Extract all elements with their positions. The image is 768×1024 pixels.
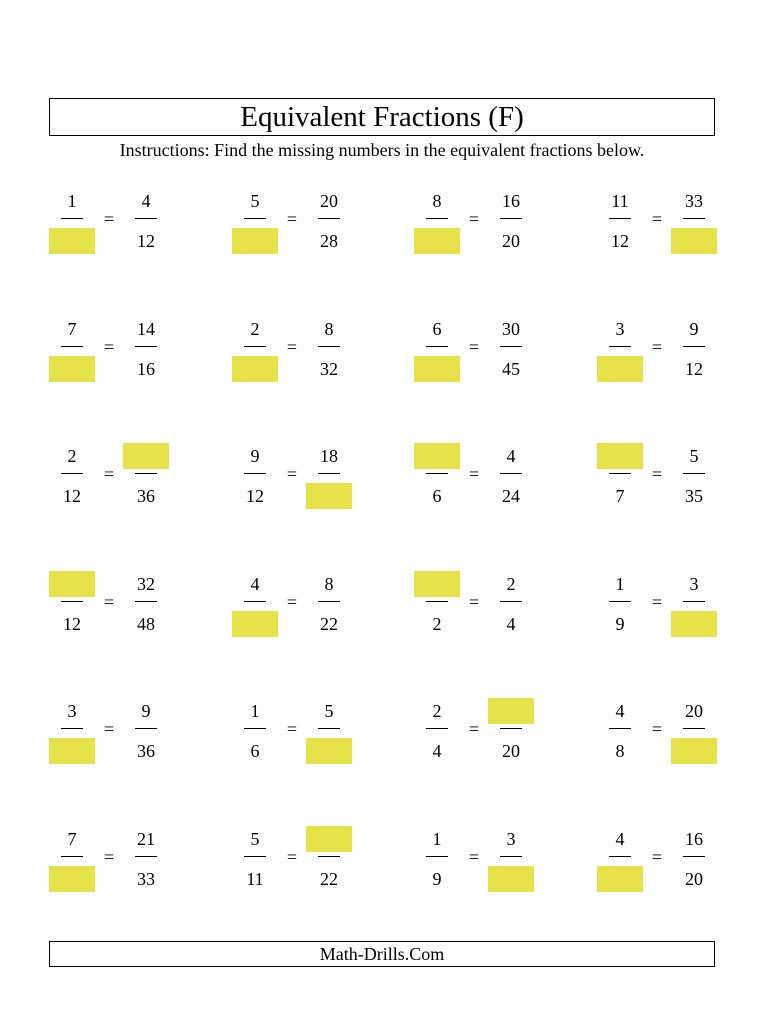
fraction-bar — [426, 346, 448, 347]
numerator: 2 — [250, 319, 260, 339]
denominator: 12 — [63, 486, 81, 506]
right-fraction — [488, 820, 534, 900]
fraction-problem — [414, 820, 584, 900]
numerator: 4 — [506, 446, 516, 466]
numerator: 9 — [141, 701, 151, 721]
right-fraction — [671, 182, 717, 262]
numerator: 1 — [67, 191, 77, 211]
right-fraction — [671, 820, 717, 900]
answer-blank[interactable] — [49, 356, 95, 382]
fraction-bar — [135, 601, 157, 602]
left-fraction — [597, 310, 643, 390]
fraction-problem — [49, 437, 219, 517]
right-fraction — [488, 182, 534, 262]
fraction-problem — [232, 565, 402, 645]
left-fraction — [414, 310, 460, 390]
denominator: 24 — [502, 486, 520, 506]
denominator: 48 — [137, 614, 155, 634]
denominator: 4 — [506, 614, 516, 634]
equals-sign: = — [103, 719, 115, 739]
numerator: 21 — [137, 829, 155, 849]
right-fraction — [488, 437, 534, 517]
denominator: 16 — [137, 359, 155, 379]
denominator: 12 — [685, 359, 703, 379]
numerator: 9 — [689, 319, 699, 339]
numerator: 4 — [250, 574, 260, 594]
denominator: 7 — [615, 486, 625, 506]
right-fraction — [671, 565, 717, 645]
answer-blank[interactable] — [671, 738, 717, 764]
equals-sign: = — [651, 337, 663, 357]
equals-sign: = — [286, 337, 298, 357]
fraction-problem — [597, 565, 767, 645]
denominator: 6 — [432, 486, 442, 506]
right-fraction — [123, 310, 169, 390]
fraction-problem — [597, 820, 767, 900]
answer-blank[interactable] — [123, 443, 169, 469]
equals-sign: = — [651, 209, 663, 229]
equals-sign: = — [286, 847, 298, 867]
denominator: 2 — [432, 614, 442, 634]
right-fraction — [488, 692, 534, 772]
fraction-problem — [232, 182, 402, 262]
fraction-bar — [683, 473, 705, 474]
equals-sign: = — [103, 464, 115, 484]
worksheet-title: Equivalent Fractions (F) — [49, 98, 715, 136]
numerator: 2 — [506, 574, 516, 594]
answer-blank[interactable] — [414, 228, 460, 254]
equals-sign: = — [468, 337, 480, 357]
fraction-bar — [426, 856, 448, 857]
fraction-bar — [609, 473, 631, 474]
fraction-bar — [244, 473, 266, 474]
fraction-problem — [232, 437, 402, 517]
numerator: 16 — [685, 829, 703, 849]
fraction-bar — [318, 728, 340, 729]
denominator: 36 — [137, 486, 155, 506]
answer-blank[interactable] — [306, 483, 352, 509]
fraction-bar — [244, 218, 266, 219]
denominator: 35 — [685, 486, 703, 506]
left-fraction — [232, 437, 278, 517]
answer-blank[interactable] — [49, 866, 95, 892]
equals-sign: = — [651, 719, 663, 739]
fraction-problem — [232, 820, 402, 900]
fraction-bar — [135, 856, 157, 857]
right-fraction — [488, 310, 534, 390]
numerator: 5 — [250, 829, 260, 849]
equals-sign: = — [103, 209, 115, 229]
right-fraction — [123, 692, 169, 772]
numerator: 16 — [502, 191, 520, 211]
numerator: 14 — [137, 319, 155, 339]
right-fraction — [671, 310, 717, 390]
numerator: 3 — [689, 574, 699, 594]
fraction-bar — [683, 218, 705, 219]
answer-blank[interactable] — [671, 228, 717, 254]
fraction-bar — [244, 728, 266, 729]
fraction-bar — [683, 346, 705, 347]
fraction-bar — [318, 346, 340, 347]
right-fraction — [123, 820, 169, 900]
denominator: 45 — [502, 359, 520, 379]
denominator: 20 — [685, 869, 703, 889]
fraction-bar — [609, 346, 631, 347]
answer-blank[interactable] — [414, 356, 460, 382]
answer-blank[interactable] — [49, 738, 95, 764]
left-fraction — [232, 820, 278, 900]
fraction-bar — [61, 473, 83, 474]
denominator: 9 — [615, 614, 625, 634]
numerator: 1 — [615, 574, 625, 594]
numerator: 18 — [320, 446, 338, 466]
right-fraction — [671, 437, 717, 517]
left-fraction — [49, 437, 95, 517]
denominator: 12 — [611, 231, 629, 251]
fraction-bar — [61, 856, 83, 857]
left-fraction — [597, 565, 643, 645]
fraction-bar — [609, 218, 631, 219]
left-fraction — [414, 565, 460, 645]
fraction-bar — [61, 218, 83, 219]
fraction-bar — [61, 728, 83, 729]
answer-blank[interactable] — [597, 443, 643, 469]
fraction-bar — [426, 218, 448, 219]
numerator: 2 — [432, 701, 442, 721]
fraction-bar — [500, 728, 522, 729]
numerator: 5 — [324, 701, 334, 721]
numerator: 8 — [324, 319, 334, 339]
right-fraction — [306, 820, 352, 900]
right-fraction — [306, 692, 352, 772]
numerator: 6 — [432, 319, 442, 339]
left-fraction — [414, 437, 460, 517]
left-fraction — [49, 565, 95, 645]
instructions-text: Instructions: Find the missing numbers in the equivalent fractions below. — [119, 140, 645, 160]
answer-blank[interactable] — [49, 228, 95, 254]
denominator: 20 — [502, 741, 520, 761]
left-fraction — [49, 692, 95, 772]
equals-sign: = — [651, 592, 663, 612]
equals-sign: = — [286, 464, 298, 484]
fraction-bar — [500, 346, 522, 347]
answer-blank[interactable] — [414, 571, 460, 597]
fraction-problem — [49, 692, 219, 772]
left-fraction — [232, 310, 278, 390]
answer-blank[interactable] — [488, 698, 534, 724]
fraction-problem — [414, 565, 584, 645]
fraction-bar — [135, 728, 157, 729]
left-fraction — [414, 820, 460, 900]
fraction-problem — [414, 692, 584, 772]
equals-sign: = — [286, 209, 298, 229]
right-fraction — [306, 182, 352, 262]
equals-sign: = — [651, 847, 663, 867]
fraction-bar — [135, 346, 157, 347]
denominator: 9 — [432, 869, 442, 889]
answer-blank[interactable] — [232, 611, 278, 637]
equals-sign: = — [103, 592, 115, 612]
left-fraction — [232, 692, 278, 772]
right-fraction — [123, 565, 169, 645]
fraction-bar — [318, 856, 340, 857]
numerator: 2 — [67, 446, 77, 466]
fraction-bar — [135, 218, 157, 219]
equals-sign: = — [286, 719, 298, 739]
fraction-problem — [414, 182, 584, 262]
equals-sign: = — [468, 719, 480, 739]
fraction-bar — [426, 728, 448, 729]
fraction-bar — [244, 346, 266, 347]
left-fraction — [232, 565, 278, 645]
numerator: 4 — [615, 829, 625, 849]
fraction-bar — [318, 601, 340, 602]
numerator: 1 — [250, 701, 260, 721]
fraction-bar — [683, 601, 705, 602]
denominator: 20 — [502, 231, 520, 251]
numerator: 7 — [67, 829, 77, 849]
fraction-problem — [49, 310, 219, 390]
fraction-bar — [609, 728, 631, 729]
numerator: 8 — [324, 574, 334, 594]
fraction-problem — [49, 565, 219, 645]
numerator: 3 — [615, 319, 625, 339]
answer-blank[interactable] — [597, 356, 643, 382]
fraction-bar — [61, 601, 83, 602]
left-fraction — [232, 182, 278, 262]
numerator: 3 — [506, 829, 516, 849]
right-fraction — [488, 565, 534, 645]
answer-blank[interactable] — [671, 611, 717, 637]
footer-credit: Math-Drills.Com — [49, 941, 715, 967]
right-fraction — [123, 437, 169, 517]
right-fraction — [123, 182, 169, 262]
fraction-bar — [61, 346, 83, 347]
fraction-problem — [232, 692, 402, 772]
fraction-problem — [597, 692, 767, 772]
answer-blank[interactable] — [232, 228, 278, 254]
numerator: 8 — [432, 191, 442, 211]
left-fraction — [414, 182, 460, 262]
denominator: 11 — [246, 869, 264, 889]
fraction-problem — [232, 310, 402, 390]
fraction-problem — [597, 182, 767, 262]
answer-blank[interactable] — [49, 571, 95, 597]
right-fraction — [306, 310, 352, 390]
fraction-bar — [683, 728, 705, 729]
fraction-problem — [597, 437, 767, 517]
denominator: 32 — [320, 359, 338, 379]
numerator: 30 — [502, 319, 520, 339]
denominator: 28 — [320, 231, 338, 251]
fraction-bar — [244, 601, 266, 602]
denominator: 22 — [320, 869, 338, 889]
answer-blank[interactable] — [306, 826, 352, 852]
fraction-bar — [500, 473, 522, 474]
equals-sign: = — [103, 337, 115, 357]
fraction-bar — [135, 473, 157, 474]
equals-sign: = — [468, 847, 480, 867]
left-fraction — [49, 820, 95, 900]
denominator: 12 — [63, 614, 81, 634]
numerator: 20 — [320, 191, 338, 211]
denominator: 22 — [320, 614, 338, 634]
numerator: 5 — [689, 446, 699, 466]
left-fraction — [597, 820, 643, 900]
equals-sign: = — [286, 592, 298, 612]
fraction-bar — [426, 473, 448, 474]
fraction-problem — [49, 820, 219, 900]
fraction-bar — [244, 856, 266, 857]
fraction-problem — [414, 310, 584, 390]
fraction-bar — [683, 856, 705, 857]
numerator: 7 — [67, 319, 77, 339]
fraction-bar — [500, 601, 522, 602]
fraction-bar — [318, 473, 340, 474]
numerator: 4 — [615, 701, 625, 721]
left-fraction — [49, 182, 95, 262]
equals-sign: = — [651, 464, 663, 484]
denominator: 4 — [432, 741, 442, 761]
fraction-bar — [500, 218, 522, 219]
fraction-problem — [597, 310, 767, 390]
numerator: 1 — [432, 829, 442, 849]
right-fraction — [671, 692, 717, 772]
fraction-bar — [426, 601, 448, 602]
fraction-problem — [414, 437, 584, 517]
denominator: 12 — [137, 231, 155, 251]
numerator: 33 — [685, 191, 703, 211]
answer-blank[interactable] — [597, 866, 643, 892]
denominator: 36 — [137, 741, 155, 761]
denominator: 33 — [137, 869, 155, 889]
denominator: 12 — [246, 486, 264, 506]
denominator: 6 — [250, 741, 260, 761]
answer-blank[interactable] — [414, 443, 460, 469]
equals-sign: = — [468, 464, 480, 484]
answer-blank[interactable] — [232, 356, 278, 382]
fraction-bar — [318, 218, 340, 219]
answer-blank[interactable] — [488, 866, 534, 892]
left-fraction — [597, 182, 643, 262]
fraction-bar — [609, 601, 631, 602]
numerator: 9 — [250, 446, 260, 466]
numerator: 11 — [611, 191, 629, 211]
right-fraction — [306, 565, 352, 645]
numerator: 3 — [67, 701, 77, 721]
equals-sign: = — [468, 592, 480, 612]
numerator: 20 — [685, 701, 703, 721]
left-fraction — [49, 310, 95, 390]
left-fraction — [414, 692, 460, 772]
equals-sign: = — [103, 847, 115, 867]
equals-sign: = — [468, 209, 480, 229]
left-fraction — [597, 692, 643, 772]
right-fraction — [306, 437, 352, 517]
numerator: 5 — [250, 191, 260, 211]
answer-blank[interactable] — [306, 738, 352, 764]
fraction-problem — [49, 182, 219, 262]
numerator: 32 — [137, 574, 155, 594]
fraction-bar — [500, 856, 522, 857]
denominator: 8 — [615, 741, 625, 761]
fraction-bar — [609, 856, 631, 857]
left-fraction — [597, 437, 643, 517]
numerator: 4 — [141, 191, 151, 211]
